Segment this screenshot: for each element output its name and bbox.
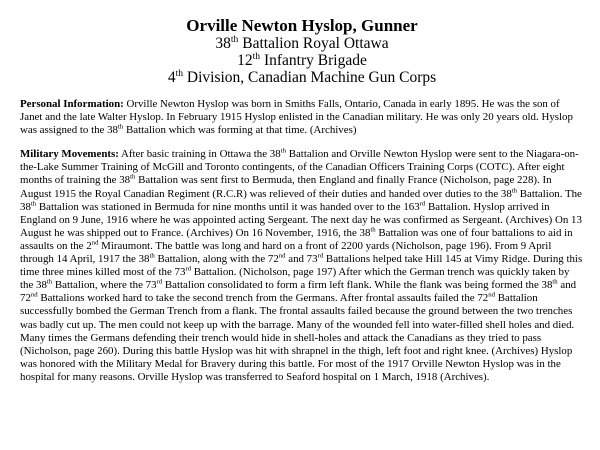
ordinal-suffix: th bbox=[370, 226, 376, 234]
header-line-text: 4 bbox=[167, 69, 176, 86]
header-line-text: 12 bbox=[237, 52, 253, 69]
document-title: Orville Newton Hyslop, Gunner bbox=[186, 16, 418, 35]
paragraph-text: Battalion, along with the 72 bbox=[154, 253, 279, 266]
paragraph-text: Battalions helped take Hill 145 at Vimy Ridge. During this time three mines killed most of the 73 bbox=[20, 253, 583, 279]
header-line-text: Division, Canadian Machine Gun Corps bbox=[183, 69, 437, 86]
ordinal-suffix: nd bbox=[30, 291, 38, 299]
ordinal-suffix: th bbox=[30, 200, 37, 208]
header-line-text: Infantry Brigade bbox=[260, 52, 367, 69]
paragraph-text: Battalion was sent first to Bermuda, then England and finally France (Nicholson, page 228). In August 1915 the Royal Canadian Regiment (R.C.R) was relieved of their duties and handed over duties to the 38 bbox=[20, 174, 552, 200]
paragraph-text: Battalions worked hard to take the second trench from the Germans. After frontal assaults failed the 72 bbox=[37, 292, 489, 305]
ordinal-suffix: th bbox=[149, 252, 155, 260]
paragraph-text: Battalion was one of four battalions to aid in assaults on the 2 bbox=[20, 226, 573, 252]
ordinal-suffix: th bbox=[252, 50, 261, 62]
ordinal-suffix: nd bbox=[278, 252, 286, 260]
ordinal-suffix: th bbox=[511, 186, 518, 194]
paragraph-text: Orville Newton Hyslop was born in Smiths Falls, Ontario, Canada in early 1895. He was the son of Janet and the late Walter Hyslop. In February 1915 Hyslop enlisted in the Canadian military. He was only 20 years old. Hyslop was assigned to the 38 bbox=[20, 98, 573, 137]
military-movements-label: Military Movements: bbox=[20, 148, 119, 161]
paragraph-text: Battalion and Orville Newton Hyslop were sent to the Niagara-on-the-Lake Summer Training of McGill and Toronto contingents, of the Canadian Officers Training Corps (COTC). After eight months of training the 38 bbox=[20, 148, 579, 187]
paragraph-text: and 72 bbox=[20, 279, 577, 305]
ordinal-suffix: rd bbox=[317, 252, 324, 260]
ordinal-suffix: th bbox=[175, 67, 184, 79]
ordinal-suffix: rd bbox=[419, 200, 426, 208]
ordinal-suffix: rd bbox=[156, 278, 163, 286]
ordinal-suffix: th bbox=[46, 278, 53, 286]
paragraph-text: Battalion. Hyslop arrived in England on 9 June, 1916 where he was appointed acting Sergeant. The next day he was confirmed as Sergeant. (Archives) On 13 August he was shipped out to France. (Archives) On 16 November, 1916, the 38 bbox=[20, 200, 582, 239]
paragraph-text: Battalion, where the 73 bbox=[52, 279, 157, 292]
header-line-division bbox=[20, 69, 584, 86]
paragraph-text: Battalion successfully bombed the German Trench from a flank. The frontal assaults failed because the ground between the two trenches was badly cut up. The men could not keep up with the barrage. Many of the wounded fell into water-filled shell holes and died. Many times the Germans defending their trench would hide in shell-holes and attack the Canadians as they tried to pass (Nicholson, page 260). During this battle Hyslop was hit with shrapnel in the thigh, left foot and right knee. (Archives) Hyslop was honored with the Military Medal for Bravery during this battle. For most of the 1917 Orville Newton Hyslop was in the hospital for many reasons. Orville Hyslop was transferred to Seaford hospital on 1 March, 1918 (Archives). bbox=[20, 292, 575, 383]
document-header bbox=[20, 16, 584, 86]
paragraph-text: Battalion. (Nicholson, page 197) After which the German trench was quickly taken by the 38 bbox=[20, 266, 570, 292]
ordinal-suffix: th bbox=[280, 147, 286, 155]
ordinal-suffix: nd bbox=[91, 239, 99, 247]
personal-information-paragraph bbox=[20, 98, 584, 137]
paragraph-text: Battalion was stationed in Bermuda for nine months until it was handed over to the 163 bbox=[36, 200, 420, 213]
header-line-text: Battalion Royal Ottawa bbox=[238, 35, 389, 52]
paragraph-text: and 73 bbox=[285, 253, 318, 266]
paragraph-text: Miraumont. The battle was long and hard on a front of 2200 yards (Nicholson, page 196). From 9 April through 14 April, 1917 the 38 bbox=[20, 239, 552, 266]
paragraph-text: Battalion. The 38 bbox=[20, 187, 582, 213]
header-line-battalion bbox=[20, 35, 584, 52]
ordinal-suffix: th bbox=[130, 173, 136, 181]
header-line-brigade bbox=[20, 52, 584, 69]
paragraph-text: After basic training in Ottawa the 38 bbox=[118, 148, 281, 161]
military-movements-paragraph bbox=[20, 148, 584, 384]
personal-information-label: Personal Information: bbox=[20, 98, 124, 110]
ordinal-suffix: th bbox=[118, 123, 124, 131]
ordinal-suffix: th bbox=[552, 278, 558, 286]
ordinal-suffix: th bbox=[230, 33, 239, 45]
ordinal-suffix: rd bbox=[185, 265, 192, 273]
paragraph-text: Battalion which was forming at that time. (Archives) bbox=[123, 124, 357, 137]
paragraph-text: Battalion consolidated to form a firm left flank. While the flank was being formed the 38 bbox=[162, 279, 553, 292]
ordinal-suffix: nd bbox=[488, 291, 496, 299]
header-line-text: 38 bbox=[215, 35, 231, 52]
